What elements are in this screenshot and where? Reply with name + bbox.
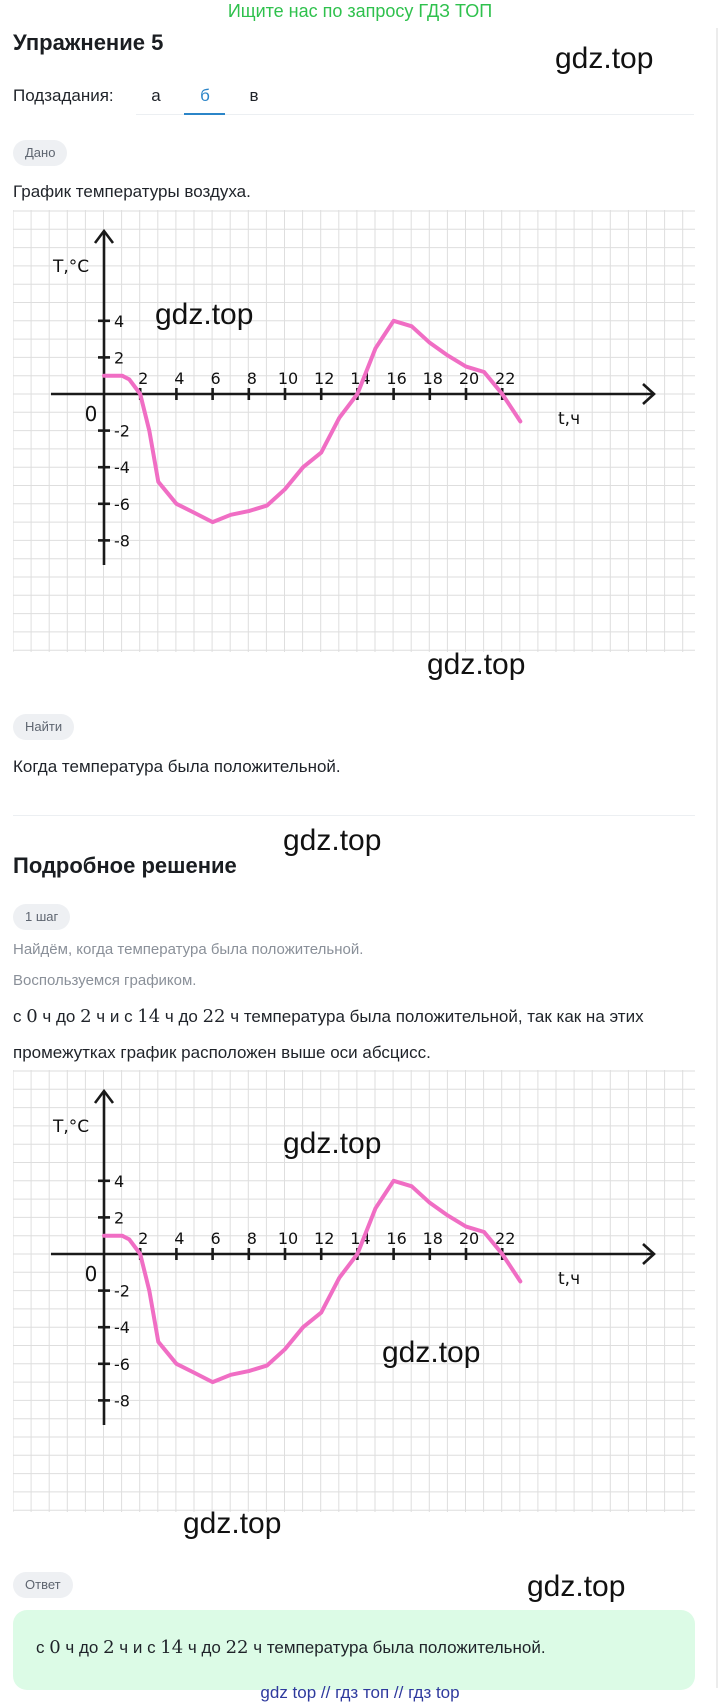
x-tick-label: 22: [495, 369, 516, 388]
x-tick-label: 2: [138, 1229, 149, 1248]
curve-point: [148, 429, 151, 432]
watermark: gdz.top: [527, 1570, 626, 1603]
curve-point: [247, 510, 250, 513]
curve-point: [374, 347, 377, 350]
find-text: Когда температура была положительной.: [13, 757, 341, 776]
curve-point: [338, 1276, 341, 1279]
tab-subtask-c[interactable]: в: [249, 86, 259, 105]
watermark: gdz.top: [183, 1507, 282, 1540]
y-tick-label: -6: [114, 1354, 130, 1374]
math-number: 2: [80, 1006, 92, 1027]
answer-badge: Ответ: [13, 1572, 73, 1598]
x-tick-label: 16: [386, 369, 407, 388]
y-axis-label: T,°C: [53, 257, 90, 277]
math-number: 14: [160, 1637, 184, 1658]
math-number: 22: [225, 1637, 249, 1658]
curve-point: [356, 392, 359, 395]
curve-point: [247, 1370, 250, 1373]
y-tick-label: -6: [114, 494, 130, 514]
watermark: gdz.top: [427, 648, 526, 681]
math-number: 0: [49, 1637, 61, 1658]
watermark: gdz.top: [283, 1127, 382, 1160]
curve-point: [211, 521, 214, 524]
curve-point: [175, 502, 178, 505]
math-number: 0: [26, 1006, 38, 1027]
x-tick-label: 14: [350, 1229, 371, 1248]
y-tick-label: 4: [114, 1171, 125, 1191]
curve-point: [102, 1234, 105, 1237]
curve-point: [392, 319, 395, 322]
section-divider: [13, 815, 695, 816]
scrollbar-track[interactable]: [716, 28, 718, 1688]
curve-point: [148, 1289, 151, 1292]
curve-point: [121, 374, 124, 377]
y-tick-label: 4: [114, 311, 125, 331]
y-tick-label: -2: [114, 421, 130, 441]
curve-point: [229, 513, 232, 516]
text-segment: ч до: [160, 1007, 203, 1026]
origin-label: 0: [84, 402, 98, 426]
given-text: График температуры воздуха.: [13, 182, 251, 201]
x-tick-label: 22: [495, 1229, 516, 1248]
x-tick-label: 6: [210, 1229, 221, 1248]
curve-point: [320, 451, 323, 454]
curve-point: [283, 1348, 286, 1351]
y-tick-label: -4: [114, 458, 130, 478]
curve-point: [501, 392, 504, 395]
curve-point: [211, 1381, 214, 1384]
curve-point: [483, 1230, 486, 1233]
text-segment: ч до: [183, 1638, 226, 1657]
y-tick-label: -4: [114, 1318, 130, 1338]
curve-point: [157, 1340, 160, 1343]
x-tick-label: 16: [386, 1229, 407, 1248]
temperature-chart-given: [13, 210, 695, 652]
curve-point: [265, 1364, 268, 1367]
y-tick-label: -8: [114, 531, 130, 551]
x-axis-label: t,ч: [558, 1269, 581, 1289]
curve-point: [446, 354, 449, 357]
text-segment: ч до: [60, 1638, 104, 1657]
x-tick-label: 12: [314, 1229, 335, 1248]
curve-point: [392, 1179, 395, 1182]
x-tick-label: 20: [458, 369, 480, 388]
curve-point: [501, 1252, 504, 1255]
curve-point: [302, 1326, 305, 1329]
solution-line-1: [13, 1006, 644, 1027]
text-segment: ч до: [37, 1007, 81, 1026]
y-tick-label: -2: [114, 1281, 130, 1301]
curve-point: [128, 378, 131, 381]
curve-point: [519, 1280, 522, 1283]
subtasks-label: Подзадания:: [13, 86, 114, 105]
curve-point: [139, 1252, 142, 1255]
tab-subtask-b[interactable]: б: [200, 86, 210, 105]
curve-point: [102, 374, 105, 377]
x-tick-label: 8: [246, 369, 257, 388]
solution-line-2: промежутках график расположен выше оси абсцисс.: [13, 1043, 431, 1062]
watermark: gdz.top: [155, 298, 254, 331]
curve-point: [410, 325, 413, 328]
x-tick-label: 8: [246, 1229, 257, 1248]
y-tick-label: -8: [114, 1391, 130, 1411]
curve-point: [464, 1225, 467, 1228]
math-number: 22: [202, 1006, 226, 1027]
x-tick-label: 18: [422, 369, 443, 388]
x-tick-label: 4: [174, 1229, 185, 1248]
tab-subtask-a[interactable]: а: [151, 86, 161, 105]
answer-text: [36, 1637, 546, 1658]
exercise-title: Упражнение 5: [13, 30, 164, 55]
curve-point: [374, 1207, 377, 1210]
curve-point: [356, 1252, 359, 1255]
curve-point: [338, 416, 341, 419]
active-tab-indicator: [184, 113, 225, 115]
curve-point: [464, 365, 467, 368]
curve-point: [175, 1362, 178, 1365]
given-badge: Дано: [13, 140, 67, 166]
search-banner[interactable]: Ищите нас по запросу ГДЗ ТОП: [227, 1, 493, 21]
curve-point: [193, 1371, 196, 1374]
find-badge: Найти: [13, 714, 74, 740]
x-tick-label: 4: [174, 369, 185, 388]
text-segment: с: [13, 1007, 27, 1026]
curve-point: [157, 480, 160, 483]
curve-point: [320, 1311, 323, 1314]
x-tick-label: 18: [422, 1229, 443, 1248]
x-tick-label: 2: [138, 369, 149, 388]
footer-links[interactable]: gdz top // гдз топ // гдз top: [260, 1683, 460, 1702]
step-badge: 1 шаг: [13, 904, 70, 930]
text-segment: с: [36, 1638, 50, 1657]
math-number: 14: [137, 1006, 161, 1027]
solution-hint-1: Найдём, когда температура была положительной.: [13, 941, 364, 958]
x-tick-label: 10: [277, 1229, 299, 1248]
watermark: gdz.top: [382, 1336, 481, 1369]
origin-label: 0: [84, 1262, 98, 1286]
x-tick-label: 6: [210, 369, 221, 388]
text-segment: ч и с: [114, 1638, 161, 1657]
curve-point: [483, 370, 486, 373]
solution-hint-2: Воспользуемся графиком.: [13, 972, 197, 989]
curve-point: [283, 488, 286, 491]
watermark: gdz.top: [555, 42, 654, 75]
curve-point: [302, 466, 305, 469]
curve-point: [446, 1214, 449, 1217]
math-number: 2: [103, 1637, 115, 1658]
watermark: gdz.top: [283, 824, 382, 857]
temperature-curve: [104, 321, 520, 522]
y-tick-label: 2: [114, 1208, 125, 1228]
y-axis-label: T,°C: [53, 1117, 90, 1137]
text-segment: ч температура была положительной, так как на этих: [225, 1007, 644, 1026]
text-segment: ч и с: [91, 1007, 138, 1026]
curve-point: [265, 504, 268, 507]
x-tick-label: 12: [314, 369, 335, 388]
solution-heading: Подробное решение: [13, 853, 237, 878]
text-segment: ч температура была положительной.: [248, 1638, 546, 1657]
curve-point: [139, 392, 142, 395]
curve-point: [410, 1185, 413, 1188]
y-tick-label: 2: [114, 348, 125, 368]
x-axis-label: t,ч: [558, 409, 581, 429]
curve-point: [519, 420, 522, 423]
curve-point: [121, 1234, 124, 1237]
curve-point: [193, 511, 196, 514]
x-tick-label: 10: [277, 369, 299, 388]
x-tick-label: 20: [458, 1229, 480, 1248]
curve-point: [428, 1201, 431, 1204]
x-tick-label: 14: [350, 369, 371, 388]
curve-point: [428, 341, 431, 344]
curve-point: [229, 1373, 232, 1376]
curve-point: [128, 1238, 131, 1241]
